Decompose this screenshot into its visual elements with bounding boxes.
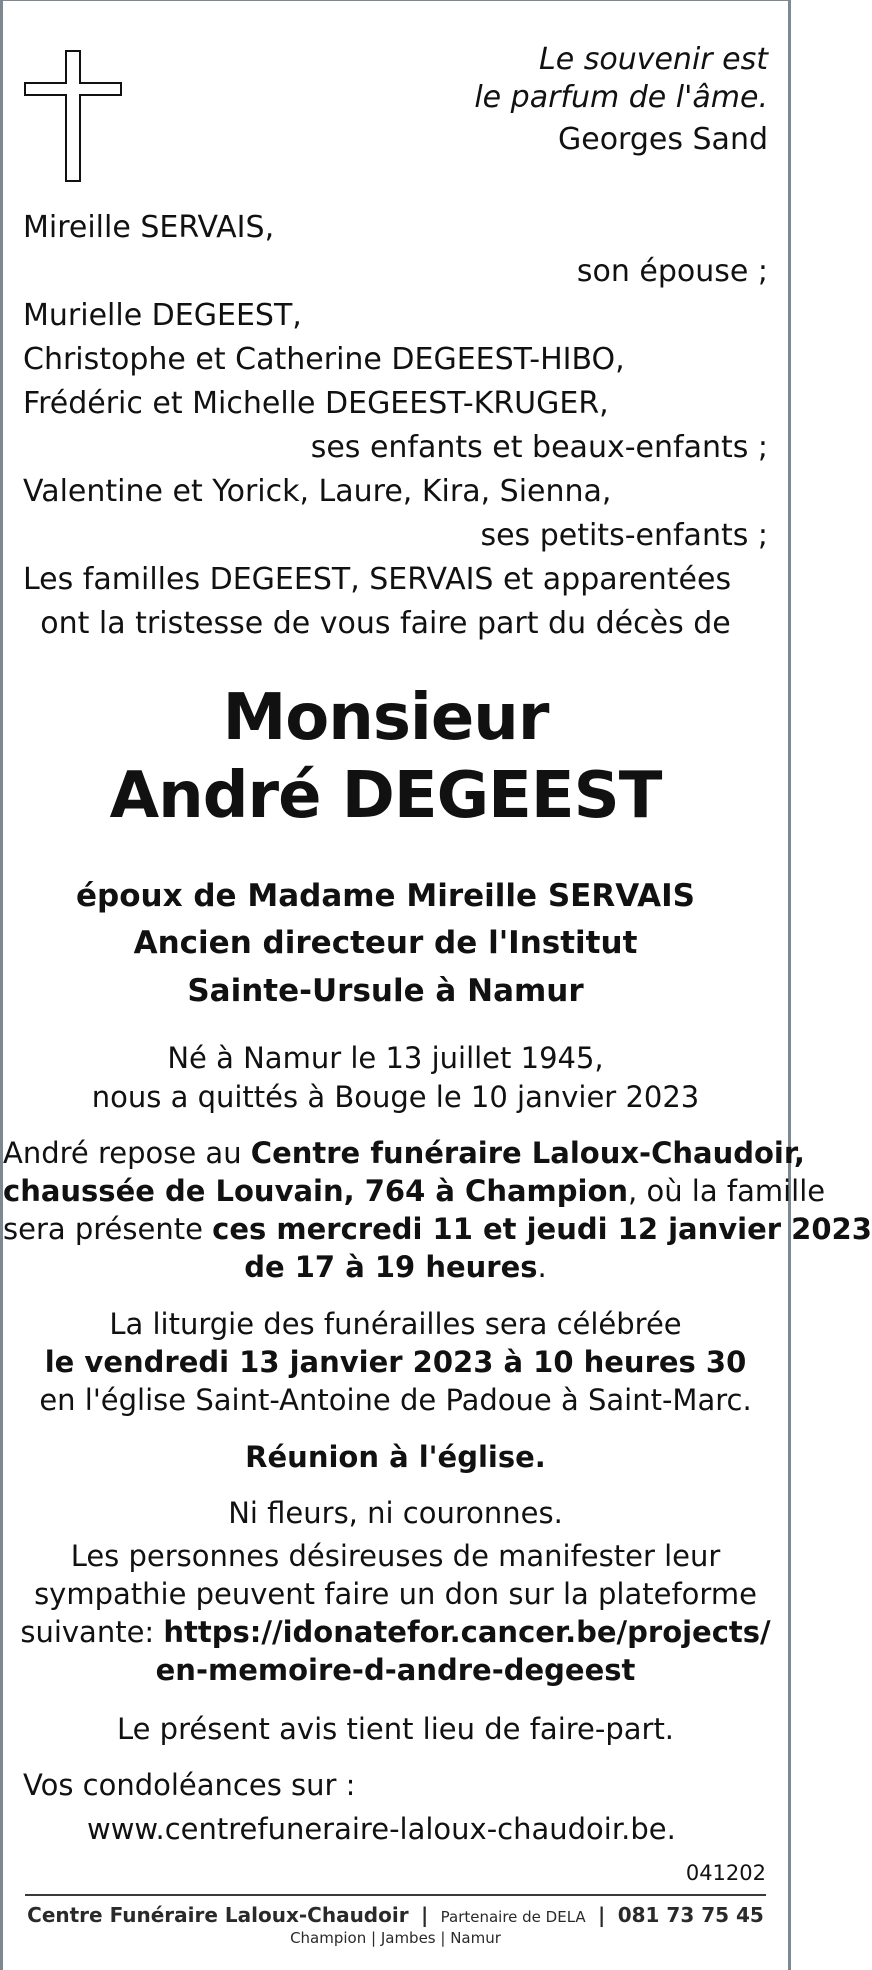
family-line-grandchildren: Valentine et Yorick, Laure, Kira, Sienna, xyxy=(23,474,612,509)
quote-line-2: le parfum de l'âme. xyxy=(474,80,768,115)
footer-line-1 xyxy=(3,1903,788,1927)
footer-phone[interactable]: 081 73 75 45 xyxy=(617,1903,764,1927)
footer-separator: | xyxy=(420,1903,429,1927)
family-role-grandchildren: ses petits-enfants ; xyxy=(480,518,768,553)
footer-brand: Centre Funéraire Laloux-Chaudoir xyxy=(27,1903,409,1927)
family-line-families: Les familles DEGEEST, SERVAIS et apparentées xyxy=(23,562,732,597)
flowers-line-4: suivante: https://idonatefor.cancer.be/projects/ xyxy=(20,1615,771,1649)
flowers-line-2: Les personnes désireuses de manifester leur xyxy=(70,1539,721,1573)
flowers-line-3: sympathie peuvent faire un don sur la plateforme xyxy=(34,1577,757,1611)
visitation-line-3: sera présente ces mercredi 11 et jeudi 12 janvier 2023 xyxy=(3,1212,872,1246)
visitation-line-1: André repose au Centre funéraire Laloux-Chaudoir, xyxy=(3,1136,805,1170)
visitation-line-2: chaussée de Louvain, 764 à Champion, où la famille xyxy=(3,1174,826,1208)
visitation-line-4: de 17 à 19 heures. xyxy=(244,1250,547,1284)
quote-author: Georges Sand xyxy=(557,122,768,157)
deceased-spouse: époux de Madame Mireille SERVAIS xyxy=(76,878,695,914)
notice-code: 041202 xyxy=(685,1861,766,1885)
family-line-child: Murielle DEGEEST, xyxy=(23,298,302,333)
family-role-children: ses enfants et beaux-enfants ; xyxy=(310,430,768,465)
footer-divider xyxy=(25,1894,766,1896)
deceased-name: André DEGEEST xyxy=(109,759,662,833)
cross-icon xyxy=(23,49,123,183)
family-role-spouse: son épouse ; xyxy=(576,254,768,289)
quote-line-1: Le souvenir est xyxy=(539,42,768,77)
footer-partner: Partenaire de DELA xyxy=(440,1908,586,1926)
reunion-line: Réunion à l'église. xyxy=(245,1440,546,1474)
condolences-label: Vos condoléances sur : xyxy=(23,1768,356,1802)
deceased-title: Monsieur xyxy=(222,681,549,755)
deceased-role-2: Sainte-Ursule à Namur xyxy=(187,973,584,1009)
liturgy-line-1: La liturgie des funérailles sera célébrée xyxy=(109,1307,682,1341)
notice-line: Le présent avis tient lieu de faire-part. xyxy=(116,1712,675,1746)
family-line-child: Christophe et Catherine DEGEEST-HIBO, xyxy=(23,342,625,377)
liturgy-line-3: en l'église Saint-Antoine de Padoue à Saint-Marc. xyxy=(39,1383,752,1417)
footer-locations: Champion | Jambes | Namur xyxy=(290,1929,501,1947)
birth-line: Né à Namur le 13 juillet 1945, xyxy=(167,1041,604,1075)
donation-link-continued[interactable]: en-memoire-d-andre-degeest xyxy=(155,1653,636,1687)
condolences-url[interactable]: www.centrefuneraire-laloux-chaudoir.be. xyxy=(87,1812,676,1846)
death-line: nous a quittés à Bouge le 10 janvier 2023 xyxy=(91,1080,700,1114)
deceased-role-1: Ancien directeur de l'Institut xyxy=(133,925,638,961)
family-line-child: Frédéric et Michelle DEGEEST-KRUGER, xyxy=(23,386,609,421)
liturgy-line-2: le vendredi 13 janvier 2023 à 10 heures 30 xyxy=(44,1345,747,1379)
flowers-line-1: Ni fleurs, ni couronnes. xyxy=(228,1496,563,1530)
footer-separator: | xyxy=(598,1903,606,1927)
donation-link[interactable]: https://idonatefor.cancer.be/projects/ xyxy=(163,1615,771,1649)
family-line-spouse: Mireille SERVAIS, xyxy=(23,210,275,245)
announcement-line: ont la tristesse de vous faire part du décès de xyxy=(40,606,731,641)
